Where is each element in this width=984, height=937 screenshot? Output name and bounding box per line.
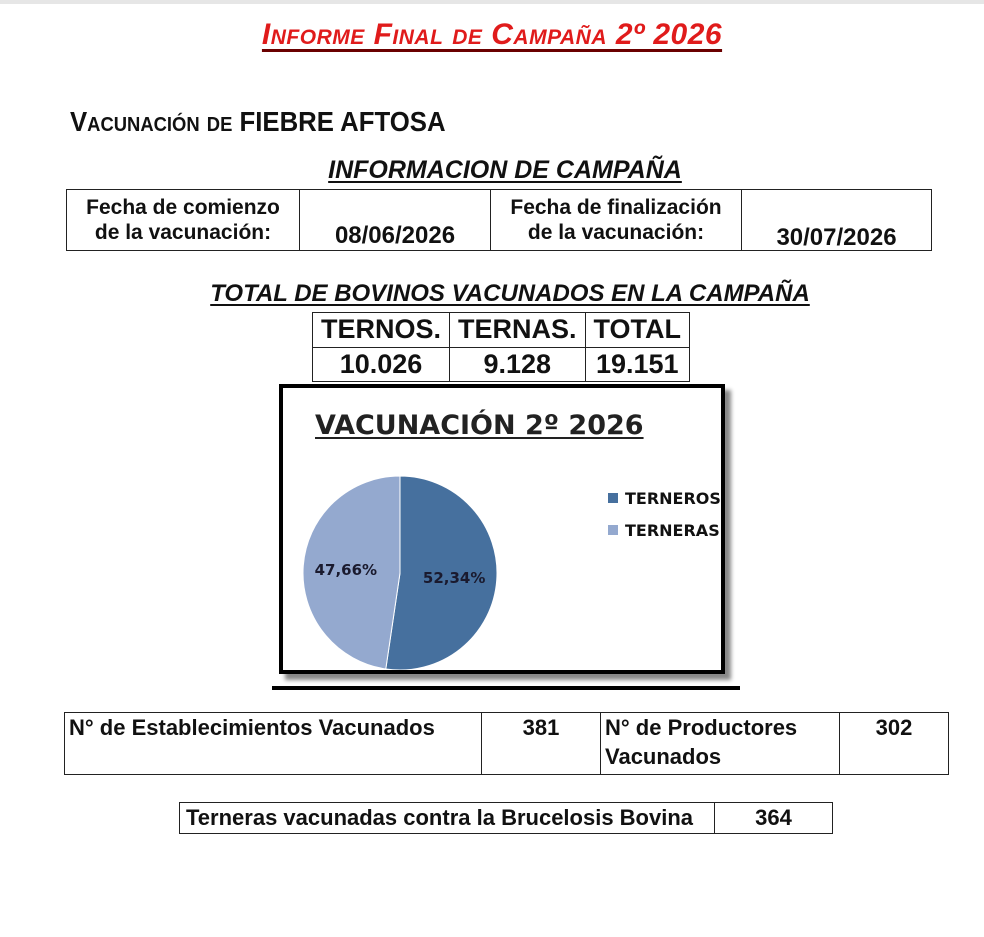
- pie-chart-panel: [279, 384, 725, 674]
- totals-col-ternas: TERNAS.: [450, 313, 586, 348]
- establecimientos-label: N° de Establecimientos Vacunados: [65, 713, 482, 775]
- legend-swatch-terneras: [608, 525, 618, 535]
- legend-label-terneros: TERNEROS: [625, 488, 721, 508]
- chart-legend: [608, 482, 721, 546]
- brucelosis-table: [179, 802, 833, 834]
- chart-title: VACUNACIÓN 2º 2026: [315, 410, 644, 441]
- start-date-value: 08/06/2026: [300, 190, 491, 251]
- legend-item-terneras: [608, 514, 721, 546]
- totals-col-total: TOTAL: [585, 313, 690, 348]
- campaign-info-header: INFORMACION DE CAMPAÑA: [328, 156, 682, 184]
- stats-table: [64, 712, 949, 775]
- legend-label-terneras: TERNERAS: [625, 520, 720, 540]
- totals-table: [312, 312, 690, 382]
- totals-value-ternas: 9.128: [450, 347, 586, 382]
- divider-line: [272, 686, 740, 690]
- end-date-value: 30/07/2026: [742, 190, 932, 251]
- top-bar: [0, 0, 984, 4]
- totals-col-ternos: TERNOS.: [313, 313, 450, 348]
- start-date-label: Fecha de comienzo de la vacunación:: [67, 190, 300, 251]
- totals-value-total: 19.151: [585, 347, 690, 382]
- totals-header: TOTAL DE BOVINOS VACUNADOS EN LA CAMPAÑA: [210, 280, 810, 307]
- end-date-label: Fecha de finalización de la vacunación:: [491, 190, 742, 251]
- legend-swatch-terneros: [608, 493, 618, 503]
- legend-item-terneros: [608, 482, 721, 514]
- pie-value-label-terneros: 52,34%: [422, 568, 486, 587]
- report-subtitle: Vacunación de FIEBRE AFTOSA: [70, 106, 446, 137]
- brucelosis-label: Terneras vacunadas contra la Brucelosis Bovina: [180, 803, 715, 834]
- productores-label: N° de Productores Vacunados: [601, 713, 840, 775]
- productores-value: 302: [840, 713, 949, 775]
- campaign-dates-table: [66, 189, 932, 251]
- pie-value-label-terneras: 47,66%: [314, 561, 378, 580]
- brucelosis-value: 364: [715, 803, 833, 834]
- totals-value-ternos: 10.026: [313, 347, 450, 382]
- report-title: Informe Final de Campaña 2º 2026: [261, 18, 723, 51]
- establecimientos-value: 381: [482, 713, 601, 775]
